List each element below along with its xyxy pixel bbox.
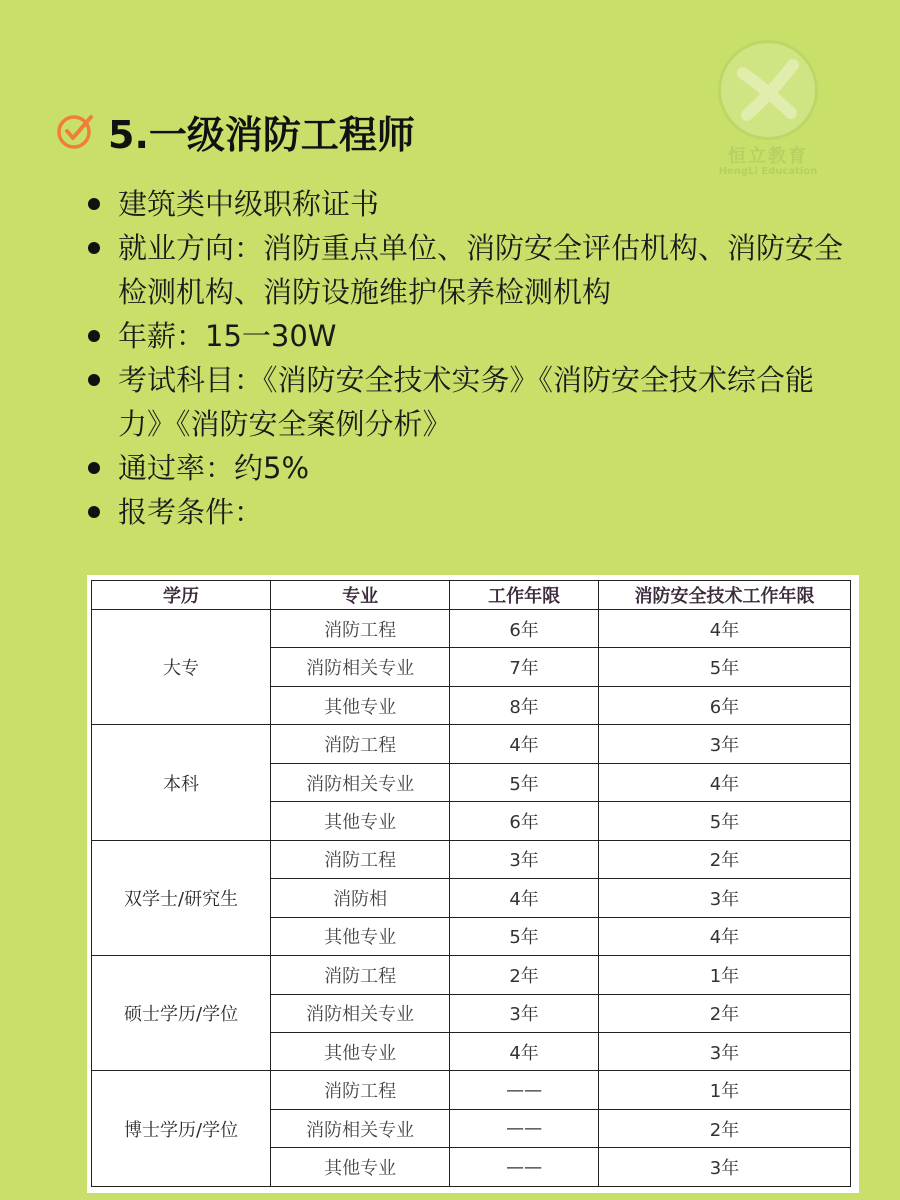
bullet-text: 建筑类中级职称证书 xyxy=(118,187,380,221)
brand-logo xyxy=(712,40,824,190)
fire-work-years-cell: 1年 xyxy=(598,956,850,994)
major-cell: 其他专业 xyxy=(271,802,450,840)
work-years-cell: —— xyxy=(450,1148,599,1187)
bullet-dot-icon xyxy=(88,242,100,254)
table-row xyxy=(92,840,851,878)
fire-work-years-cell: 6年 xyxy=(598,686,850,724)
table-header-row xyxy=(92,581,851,610)
bullet-dot-icon xyxy=(88,198,100,210)
work-years-cell: 4年 xyxy=(450,1032,599,1070)
major-cell: 消防相关专业 xyxy=(271,648,450,686)
fire-work-years-cell: 4年 xyxy=(598,917,850,955)
major-cell: 消防工程 xyxy=(271,610,450,648)
fire-work-years-cell: 2年 xyxy=(598,840,850,878)
major-cell: 消防相关专业 xyxy=(271,1109,450,1147)
major-cell: 其他专业 xyxy=(271,686,450,724)
requirements-table xyxy=(91,580,851,1187)
bullet-item xyxy=(82,182,852,226)
major-cell: 其他专业 xyxy=(271,917,450,955)
major-cell: 其他专业 xyxy=(271,1032,450,1070)
major-cell: 消防相关专业 xyxy=(271,994,450,1032)
fire-work-years-cell: 5年 xyxy=(598,802,850,840)
education-cell: 大专 xyxy=(92,610,271,725)
education-cell: 博士学历/学位 xyxy=(92,1071,271,1187)
major-cell: 消防工程 xyxy=(271,1071,450,1109)
major-cell: 消防工程 xyxy=(271,725,450,763)
table-row xyxy=(92,956,851,994)
work-years-cell: 2年 xyxy=(450,956,599,994)
education-cell: 本科 xyxy=(92,725,271,840)
fire-work-years-cell: 2年 xyxy=(598,1109,850,1147)
page-title: 5.一级消防工程师 xyxy=(108,112,415,157)
fire-work-years-cell: 2年 xyxy=(598,994,850,1032)
bullet-item xyxy=(82,490,852,534)
fire-work-years-cell: 5年 xyxy=(598,648,850,686)
header-fire-work-years: 消防安全技术工作年限 xyxy=(598,581,850,610)
work-years-cell: —— xyxy=(450,1109,599,1147)
bullet-dot-icon xyxy=(88,330,100,342)
fire-work-years-cell: 3年 xyxy=(598,1148,850,1187)
header-major: 专业 xyxy=(271,581,450,610)
check-circle-icon xyxy=(56,111,96,151)
header-work-years: 工作年限 xyxy=(450,581,599,610)
bullet-item xyxy=(82,446,852,490)
major-cell: 消防工程 xyxy=(271,840,450,878)
requirements-table-card xyxy=(87,575,859,1193)
info-bullet-list xyxy=(82,182,852,534)
education-cell: 双学士/研究生 xyxy=(92,840,271,955)
work-years-cell: —— xyxy=(450,1071,599,1109)
bullet-dot-icon xyxy=(88,462,100,474)
bullet-text: 就业方向：消防重点单位、消防安全评估机构、消防安全检测机构、消防设施维护保养检测机构 xyxy=(118,231,844,309)
education-cell: 硕士学历/学位 xyxy=(92,956,271,1071)
logo-english-text: HengLi Education xyxy=(718,166,818,177)
work-years-cell: 6年 xyxy=(450,802,599,840)
table-row xyxy=(92,1071,851,1109)
work-years-cell: 3年 xyxy=(450,994,599,1032)
work-years-cell: 6年 xyxy=(450,610,599,648)
bullet-text: 考试科目：《消防安全技术实务》《消防安全技术综合能力》《消防安全案例分析》 xyxy=(118,363,815,441)
work-years-cell: 5年 xyxy=(450,917,599,955)
bullet-item xyxy=(82,226,852,314)
table-row xyxy=(92,610,851,648)
header-education: 学历 xyxy=(92,581,271,610)
section-heading xyxy=(56,106,415,156)
major-cell: 消防相关专业 xyxy=(271,763,450,801)
work-years-cell: 4年 xyxy=(450,879,599,917)
logo-emblem-icon xyxy=(718,40,818,140)
bullet-item xyxy=(82,358,852,446)
bullet-dot-icon xyxy=(88,374,100,386)
work-years-cell: 5年 xyxy=(450,763,599,801)
major-cell: 其他专业 xyxy=(271,1148,450,1187)
work-years-cell: 7年 xyxy=(450,648,599,686)
work-years-cell: 4年 xyxy=(450,725,599,763)
bullet-text: 通过率：约5% xyxy=(118,451,310,485)
bullet-item xyxy=(82,314,852,358)
major-cell: 消防相 xyxy=(271,879,450,917)
table-row xyxy=(92,725,851,763)
fire-work-years-cell: 3年 xyxy=(598,725,850,763)
bullet-text: 报考条件： xyxy=(118,495,264,529)
major-cell: 消防工程 xyxy=(271,956,450,994)
logo-chinese-text: 恒立教育 xyxy=(728,146,808,167)
fire-work-years-cell: 4年 xyxy=(598,763,850,801)
bullet-text: 年薪：15一30W xyxy=(118,319,337,353)
fire-work-years-cell: 3年 xyxy=(598,1032,850,1070)
work-years-cell: 8年 xyxy=(450,686,599,724)
fire-work-years-cell: 1年 xyxy=(598,1071,850,1109)
work-years-cell: 3年 xyxy=(450,840,599,878)
bullet-dot-icon xyxy=(88,506,100,518)
fire-work-years-cell: 3年 xyxy=(598,879,850,917)
fire-work-years-cell: 4年 xyxy=(598,610,850,648)
